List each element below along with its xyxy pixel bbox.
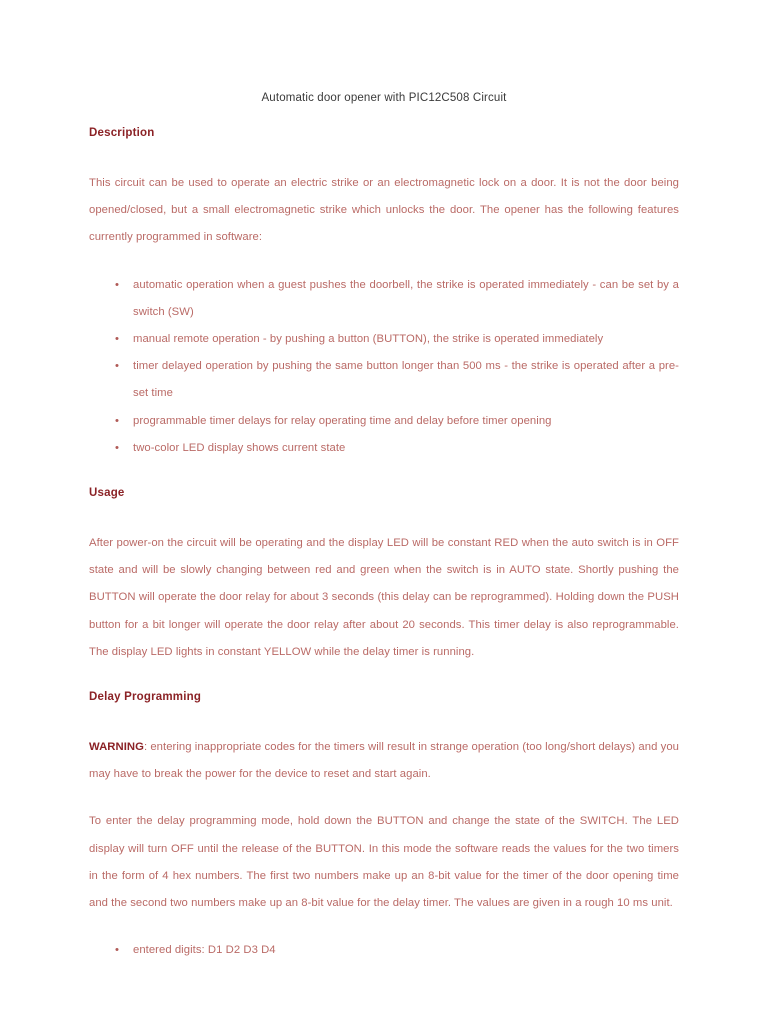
document-body <box>89 126 679 964</box>
bullet-icon: • <box>115 360 120 373</box>
bullet-icon: • <box>115 278 120 291</box>
bullet-icon: • <box>115 333 120 346</box>
spacer <box>89 704 679 734</box>
list-item-text: programmable timer delays for relay operating time and delay before timer opening <box>133 414 552 427</box>
bullet-list-delay-programming <box>89 937 679 964</box>
bullet-icon: • <box>115 944 120 957</box>
spacer <box>89 500 679 530</box>
list-item-text: two-color LED display shows current state <box>133 441 346 454</box>
list-item <box>89 326 679 353</box>
list-item <box>89 272 679 326</box>
bullet-icon: • <box>115 414 120 427</box>
warning-label: WARNING <box>89 741 144 754</box>
spacer <box>89 252 679 272</box>
warning-text: : entering inappropriate codes for the timers will result in strange operation (too long/short delays) and you may have to break the power for the device to reset and start again. <box>89 741 679 781</box>
list-item <box>89 937 679 964</box>
list-item-text: timer delayed operation by pushing the same button longer than 500 ms - the strike is operated after a pre-set time <box>133 360 679 400</box>
spacer <box>89 666 679 690</box>
section-heading-usage: Usage <box>89 487 125 500</box>
list-item <box>89 353 679 407</box>
list-item-text: automatic operation when a guest pushes the doorbell, the strike is operated immediately - can be set by a switch (SW) <box>133 278 679 318</box>
bullet-icon: • <box>115 441 120 454</box>
spacer <box>89 917 679 937</box>
spacer <box>89 140 679 170</box>
section-heading-description: Description <box>89 127 155 139</box>
spacer <box>89 462 679 486</box>
list-item <box>89 408 679 435</box>
page-title: Automatic door opener with PIC12C508 Circuit <box>261 92 507 104</box>
paragraph-warning <box>89 734 679 788</box>
list-item-text: entered digits: D1 D2 D3 D4 <box>133 944 276 957</box>
bullet-list-description <box>89 272 679 462</box>
spacer <box>89 788 679 808</box>
list-item <box>89 435 679 462</box>
paragraph-usage-1: After power-on the circuit will be operating and the display LED will be constant RED when the auto switch is in OFF state and will be slowly changing between red and green when the switch is in AUTO state. Shortly pushing the BUTTON will operate the door relay for about 3 seconds (this delay can be reprogrammed). Holding down the PUSH button for a bit longer will operate the door relay after about 20 seconds. This timer delay is also reprogrammable. The display LED lights in constant YELLOW while the delay timer is running. <box>89 537 679 658</box>
paragraph-delay-programming-1: To enter the delay programming mode, hold down the BUTTON and change the state of the SWITCH. The LED display will turn OFF until the release of the BUTTON. In this mode the software reads the values for the two timers in the form of 4 hex numbers. The first two numbers make up an 8-bit value for the timer of the door opening time and the second two numbers make up an 8-bit value for the delay timer. The values are given in a rough 10 ms unit. <box>89 815 679 910</box>
section-heading-delay-programming: Delay Programming <box>89 691 202 704</box>
list-item-text: manual remote operation - by pushing a button (BUTTON), the strike is operated immediately <box>133 333 604 346</box>
paragraph-description-1: This circuit can be used to operate an electric strike or an electromagnetic lock on a door. It is not the door being opened/closed, but a small electromagnetic strike which unlocks the door. The opener has the following features currently programmed in software: <box>89 177 679 244</box>
